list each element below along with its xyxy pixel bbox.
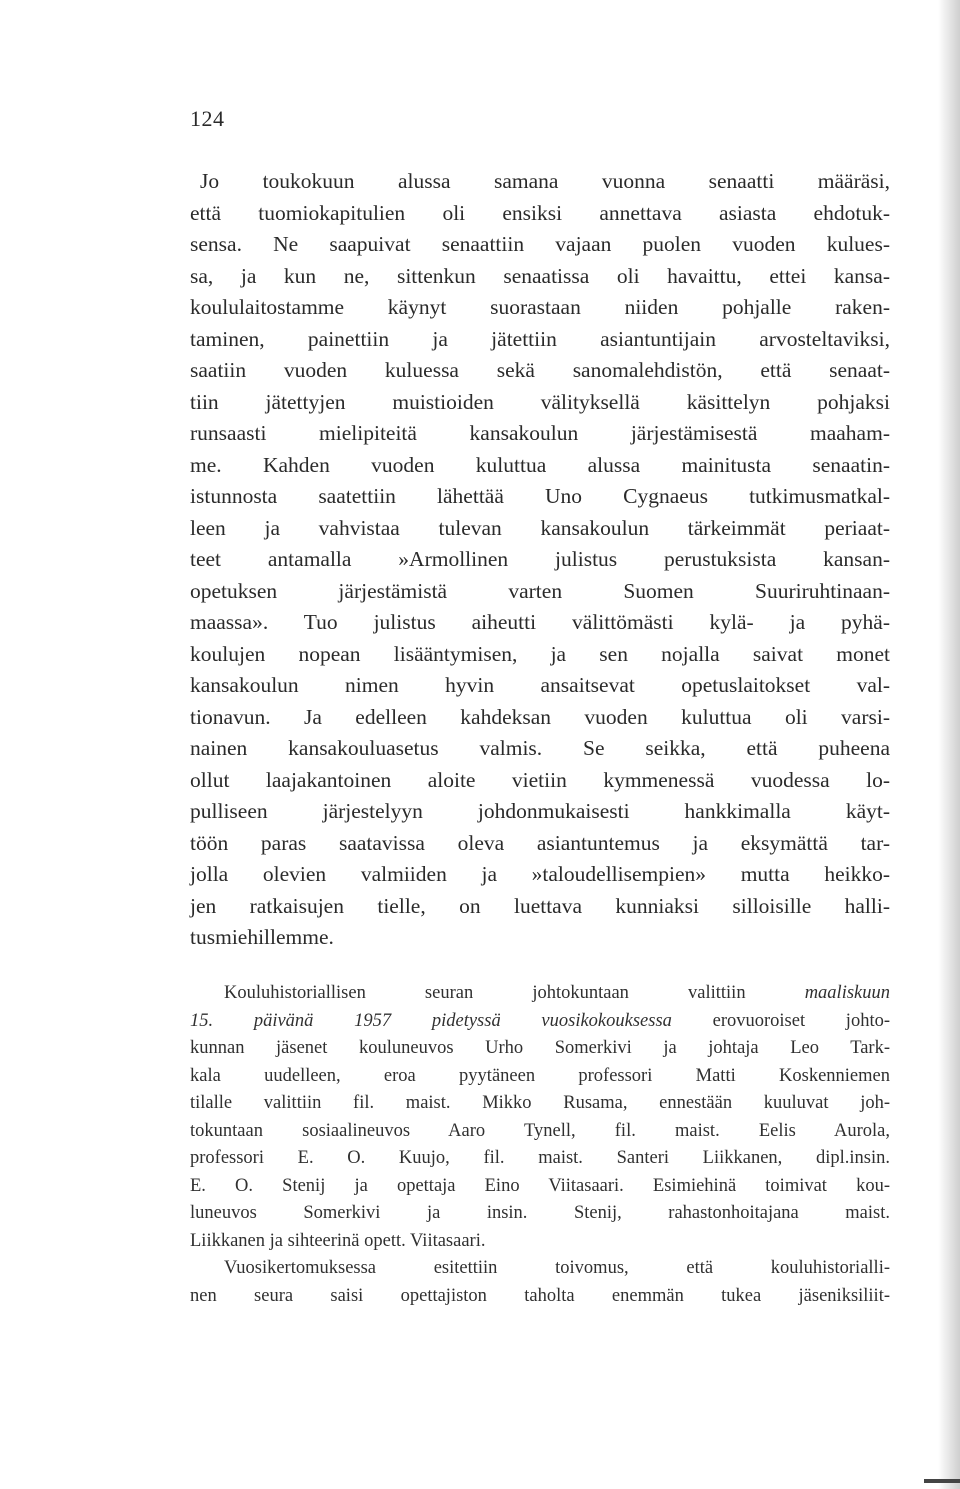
text-line: Vuosikertomuksessa esitettiin toivomus, että kouluhistorialli- — [224, 1258, 890, 1278]
text-line: taminen, painettiin ja jätettiin asiantuntijain arvosteltaviksi, — [190, 326, 890, 351]
text-line: tiin jätettyjen muistioiden välityksellä käsittelyn pohjaksi — [190, 389, 890, 414]
notes-body — [190, 1035, 890, 1255]
text-line: koululaitostamme käynyt suorastaan niiden pohjalle raken- — [190, 295, 890, 319]
text-line: tionavun. Ja edelleen kahdeksan vuoden kuluttua oli varsi- — [190, 704, 890, 729]
text-line: jolla olevien valmiiden ja »taloudellisempien» mutta heikko- — [190, 862, 890, 886]
book-spine-shadow — [938, 0, 960, 1489]
text-line: runsaasti mielipiteitä kansakoulun järjestämisestä maaham- — [190, 421, 890, 445]
text-line: leen ja vahvistaa tulevan kansakoulun tärkeimmät periaat- — [190, 515, 890, 540]
notes-line: 15. päivänä 1957 pidetyssä vuosikokouksessa erovuoroiset johto- — [190, 1010, 890, 1031]
text-line: saatiin vuoden kuluessa sekä sanomalehdistön, että senaat- — [190, 358, 890, 382]
text-line: jen ratkaisujen tielle, on luettava kunniaksi silloisille halli- — [190, 893, 890, 918]
notes-section — [190, 980, 890, 1310]
text-line: kunnan jäsenet kouluneuvos Urho Somerkivi ja johtaja Leo Tark- — [190, 1038, 890, 1058]
main-paragraph — [190, 166, 890, 954]
text-line: tilalle valittiin fil. maist. Mikko Rusama, ennestään kuuluvat joh- — [190, 1093, 890, 1113]
text-line: töön paras saatavissa oleva asiantuntemus ja eksymättä tar- — [190, 830, 890, 855]
italic-text: maaliskuun — [804, 983, 890, 1003]
text-line: sensa. Ne saapuivat senaattiin vajaan puolen vuoden kulues- — [190, 232, 890, 256]
text-line: nen seura saisi opettajiston taholta enemmän tukea jäseniksiliit- — [190, 1285, 890, 1306]
text-line: me. Kahden vuoden kuluttua alussa mainitusta senaatin- — [190, 452, 890, 477]
text-line: ollut laajakantoinen aloite vietiin kymmenessä vuodessa lo- — [190, 767, 890, 792]
text-line: opetuksen järjestämistä varten Suomen Suuriruhtinaan- — [190, 578, 890, 603]
text-line: kala uudelleen, eroa pyytäneen professori Matti Koskenniemen — [190, 1065, 890, 1086]
text-line: kansakoulun nimen hyvin ansaitsevat opetuslaitokset val- — [190, 673, 890, 697]
text-line: luneuvos Somerkivi ja insin. Stenij, rahastonhoitajana maist. — [190, 1203, 890, 1223]
text-line: maassa». Tuo julistus aiheutti välittömästi kylä- ja pyhä- — [190, 610, 890, 634]
text-line: koulujen nopean lisääntymisen, ja sen nojalla saivat monet — [190, 641, 890, 666]
edge-mark — [924, 1479, 960, 1483]
text-line: Jo toukokuun alussa samana vuonna senaatti määräsi, — [200, 169, 890, 193]
text-line: Liikkanen ja sihteerinä opett. Viitasaari. — [190, 1230, 486, 1251]
text-line: professori E. O. Kuujo, fil. maist. Santeri Liikkanen, dipl.insin. — [190, 1148, 890, 1168]
text-line: tusmiehillemme. — [190, 925, 334, 949]
text-line: että tuomiokapitulien oli ensiksi annettava asiasta ehdotuk- — [190, 200, 890, 225]
text-line: pulliseen järjestelyyn johdonmukaisesti hankkimalla käyt- — [190, 799, 890, 823]
closing-paragraph — [190, 1255, 890, 1310]
text-line: tokuntaan sosiaalineuvos Aaro Tynell, fil. maist. Eelis Aurola, — [190, 1120, 890, 1141]
notes-line: Kouluhistoriallisen seuran johtokuntaan valittiin maaliskuun — [224, 983, 890, 1003]
text-line: nainen kansakouluasetus valmis. Se seikka, että puheena — [190, 736, 890, 760]
text-line: sa, ja kun ne, sittenkun senaatissa oli havaittu, ettei kansa- — [190, 263, 890, 288]
text-line: teet antamalla »Armollinen julistus perustuksista kansan- — [190, 547, 890, 571]
page-number: 124 — [190, 106, 225, 131]
text-line: E. O. Stenij ja opettaja Eino Viitasaari. Esimiehinä toimivat kou- — [190, 1175, 890, 1196]
italic-text: 15. päivänä 1957 pidetyssä vuosikokouksessa — [190, 1010, 672, 1031]
text-line: istunnosta saatettiin lähettää Uno Cygnaeus tutkimusmatkal- — [190, 484, 890, 508]
